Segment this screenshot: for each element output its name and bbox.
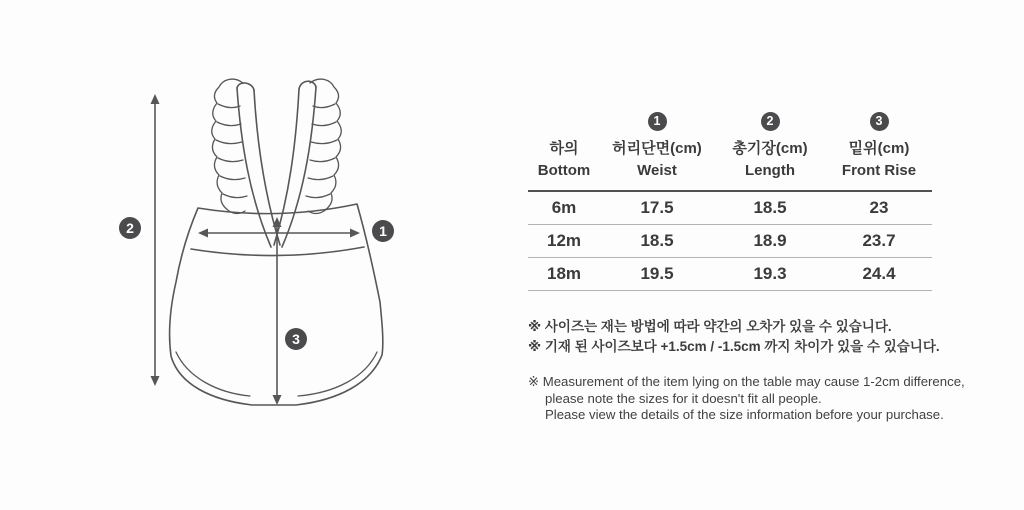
table-badge-row bbox=[528, 112, 932, 136]
korean-notes bbox=[528, 317, 940, 357]
bloomers-line-drawing bbox=[85, 60, 425, 430]
header-waist-en: Weist bbox=[600, 158, 714, 191]
column-2-badge: 2 bbox=[761, 112, 780, 131]
english-note-line-1: ※ Measurement of the item lying on the table may cause 1-2cm difference, bbox=[528, 374, 965, 389]
table-header-korean-row bbox=[528, 136, 932, 158]
column-3-badge: 3 bbox=[870, 112, 889, 131]
english-notes bbox=[528, 374, 965, 424]
header-length-en: Length bbox=[714, 158, 826, 191]
left-leg-hem bbox=[176, 352, 250, 396]
size-table bbox=[528, 112, 932, 291]
marker-2-badge bbox=[119, 217, 141, 239]
header-length-ko: 총기장(cm) bbox=[732, 140, 808, 157]
size-label: 12m bbox=[528, 225, 600, 258]
length-value: 19.3 bbox=[714, 258, 826, 291]
right-strap-ruffle bbox=[306, 79, 341, 213]
header-frontrise-ko: 밑위(cm) bbox=[848, 140, 910, 157]
marker-3-badge bbox=[285, 328, 307, 350]
left-strap-ruffle bbox=[212, 79, 247, 213]
korean-note-1: ※ 사이즈는 재는 방법에 따라 약간의 오차가 있을 수 있습니다. bbox=[528, 319, 892, 334]
header-size-en: Bottom bbox=[528, 158, 600, 191]
marker-3-number: 3 bbox=[292, 331, 300, 347]
marker-1-badge bbox=[372, 220, 394, 242]
column-1-badge: 1 bbox=[648, 112, 667, 131]
badge-cell-2 bbox=[714, 112, 826, 136]
badge-cell-empty bbox=[528, 112, 600, 136]
english-note-line-3: Please view the details of the size information before your purchase. bbox=[545, 407, 944, 422]
length-value: 18.5 bbox=[714, 191, 826, 225]
front-rise-value: 24.4 bbox=[826, 258, 932, 291]
badge-cell-3 bbox=[826, 112, 932, 136]
header-size-ko: 하의 bbox=[549, 140, 579, 157]
table-row-18m bbox=[528, 258, 932, 291]
english-note-line-2: please note the sizes for it doesn't fit all people. bbox=[545, 390, 822, 406]
size-label: 18m bbox=[528, 258, 600, 291]
table-row-12m bbox=[528, 225, 932, 258]
marker-2-number: 2 bbox=[126, 220, 134, 236]
korean-note-2: ※ 기재 된 사이즈보다 +1.5cm / -1.5cm 까지 차이가 있을 수 있습니다. bbox=[528, 339, 940, 354]
length-value: 18.9 bbox=[714, 225, 826, 258]
waist-value: 19.5 bbox=[600, 258, 714, 291]
front-rise-value: 23.7 bbox=[826, 225, 932, 258]
marker-1-number: 1 bbox=[379, 223, 387, 239]
size-info-panel bbox=[528, 112, 965, 424]
size-diagram bbox=[85, 60, 425, 430]
table-row-6m bbox=[528, 191, 932, 225]
badge-cell-1 bbox=[600, 112, 714, 136]
waist-value: 17.5 bbox=[600, 191, 714, 225]
header-waist-ko: 허리단면(cm) bbox=[612, 140, 702, 157]
waist-value: 18.5 bbox=[600, 225, 714, 258]
front-rise-value: 23 bbox=[826, 191, 932, 225]
size-label: 6m bbox=[528, 191, 600, 225]
right-leg-hem bbox=[298, 352, 377, 396]
length-measure-arrow bbox=[151, 94, 160, 386]
table-header-english-row bbox=[528, 158, 932, 191]
header-frontrise-en: Front Rise bbox=[826, 158, 932, 191]
